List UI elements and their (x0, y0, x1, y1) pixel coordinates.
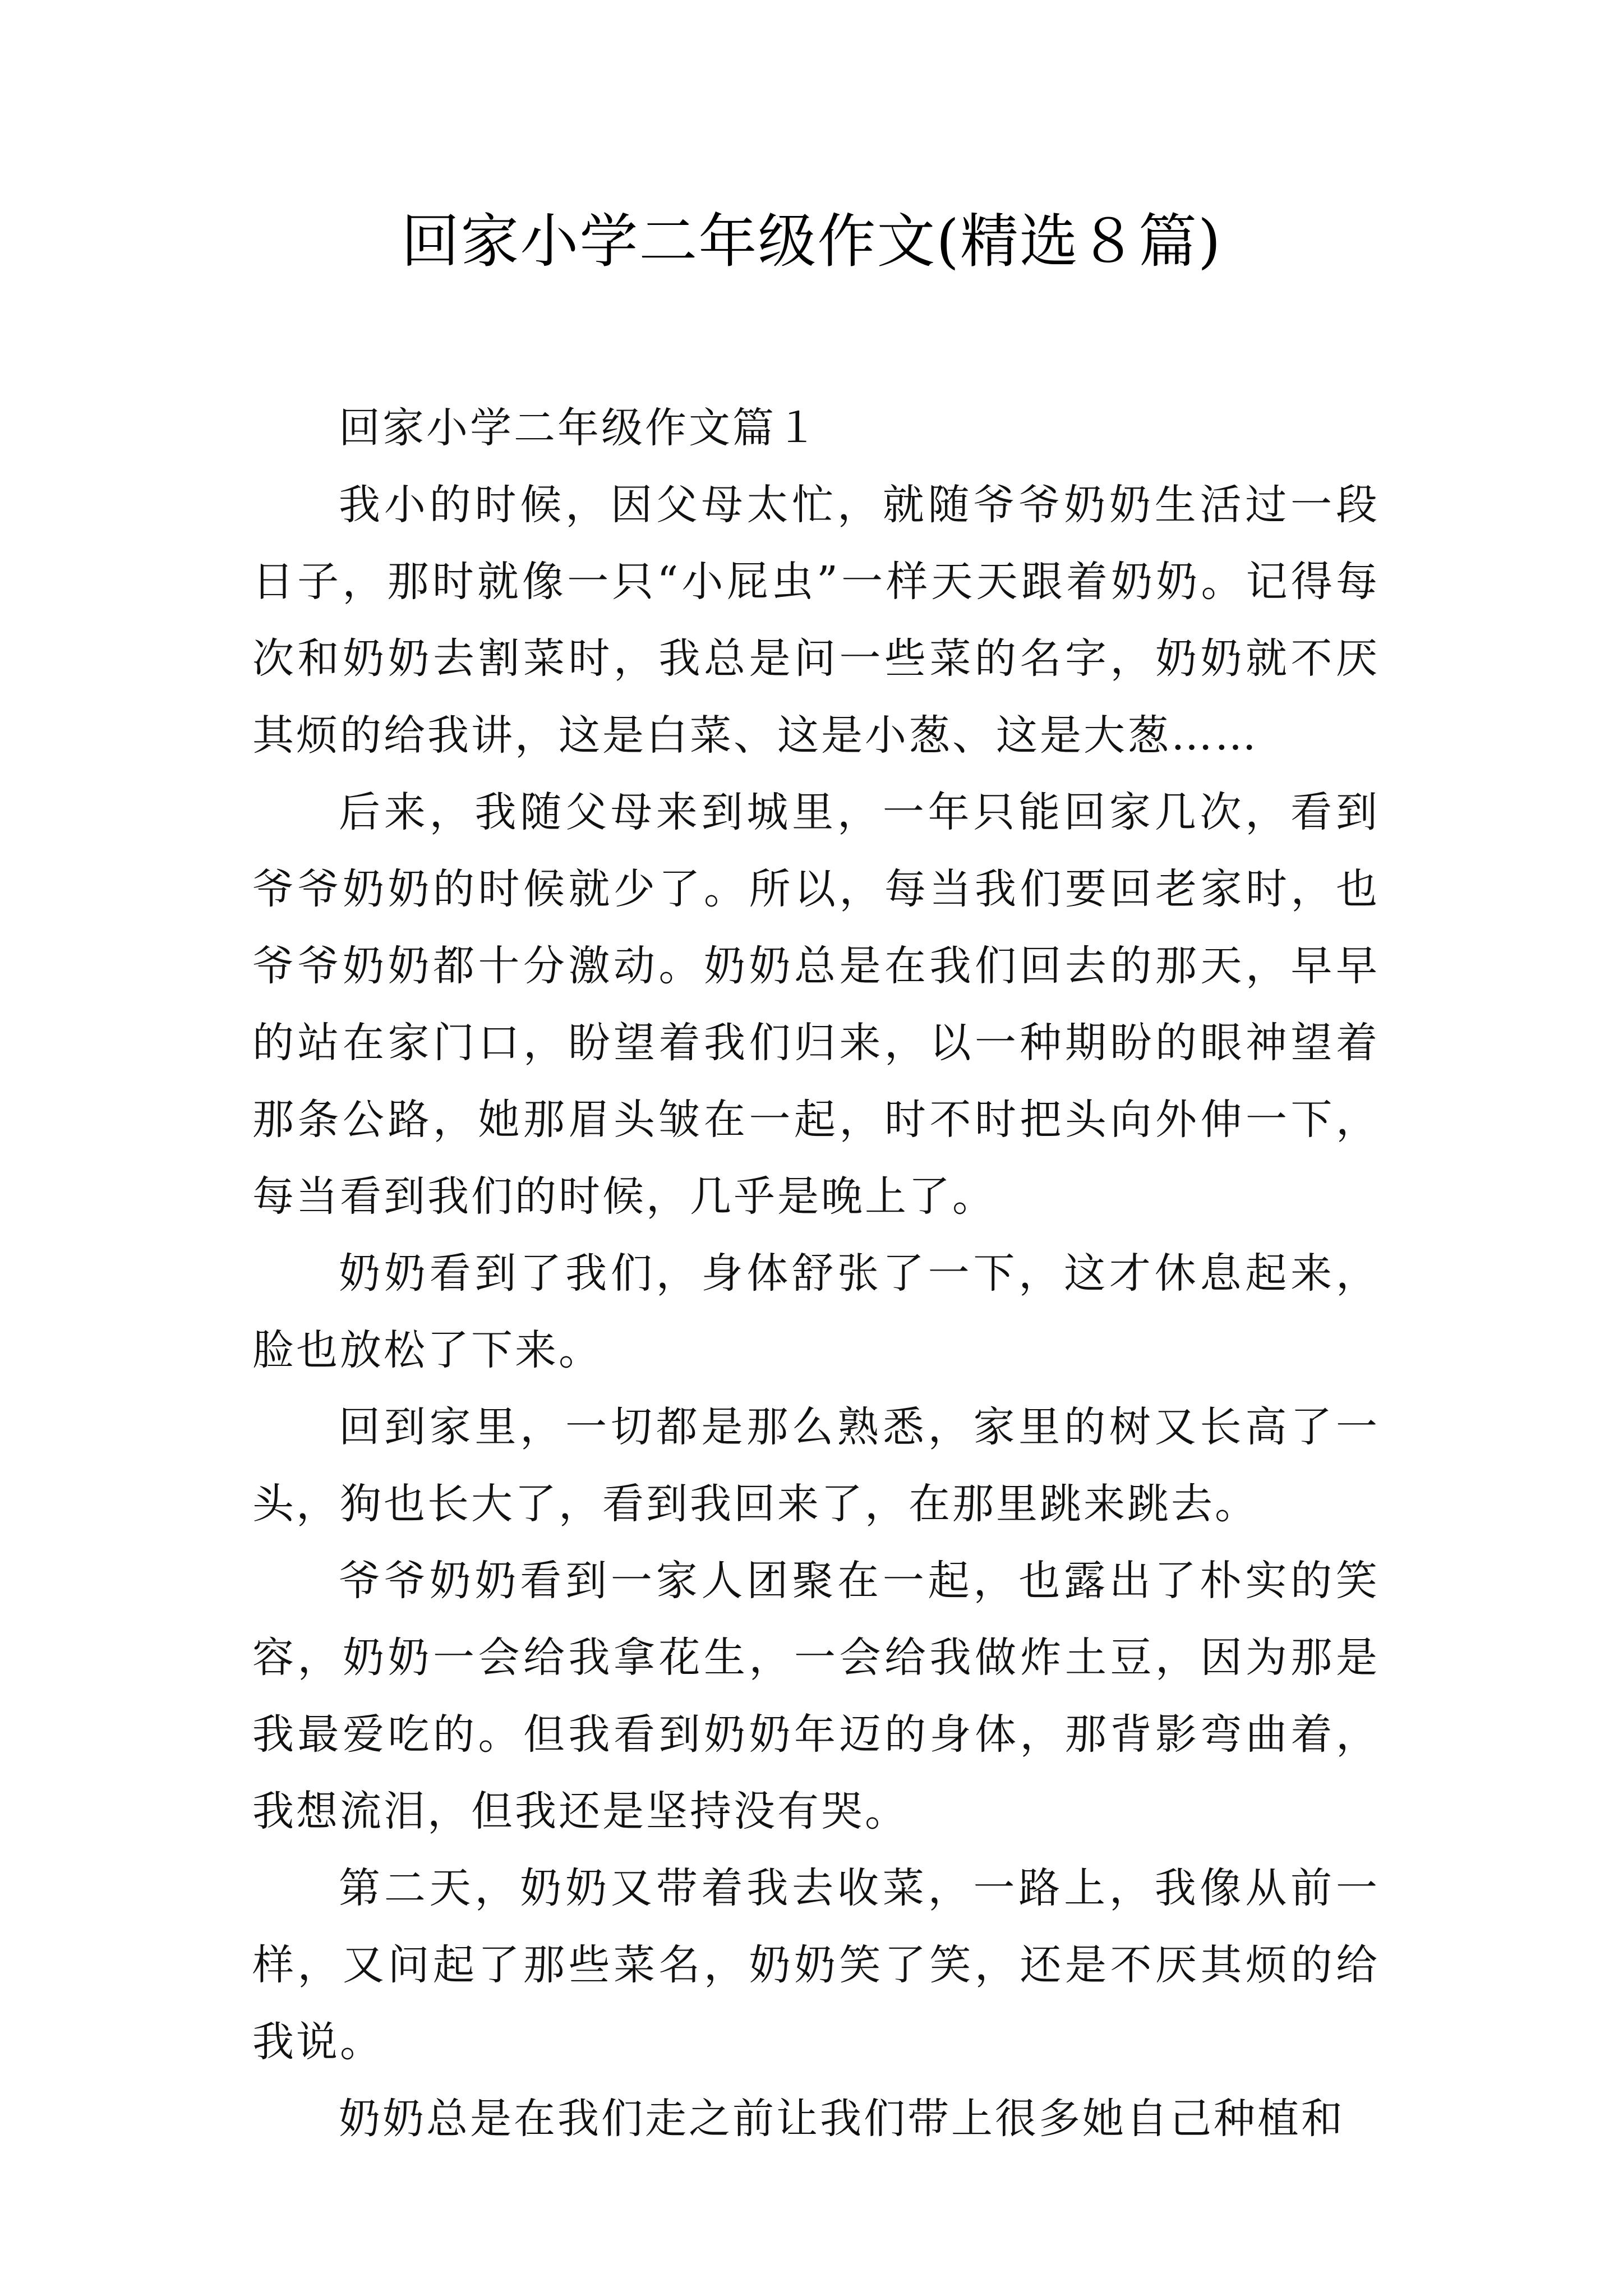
paragraph-4: 回到家里，一切都是那么熟悉，家里的树又长高了一头，狗也长大了，看到我回来了，在那里跳来跳去。 (252, 1403, 1380, 1528)
paragraph-6: 第二天，奶奶又带着我去收菜，一路上，我像从前一样，又问起了那些菜名，奶奶笑了笑，还是不厌其烦的给我说。 (252, 1864, 1380, 2066)
section-heading: 回家小学二年级作文篇１ (339, 404, 820, 452)
paragraph-1: 我小的时候，因父母太忙，就随爷爷奶奶生活过一段日子，那时就像一只“小屁虫”一样天天跟着奶奶。记得每次和奶奶去割菜时，我总是问一些菜的名字，奶奶就不厌其烦的给我讲，这是白菜、这是小葱、这是大葱…… (252, 481, 1380, 760)
paragraph-5: 爷爷奶奶看到一家人团聚在一起，也露出了朴实的笑容，奶奶一会给我拿花生，一会给我做炸土豆，因为那是我最爱吃的。但我看到奶奶年迈的身体，那背影弯曲着，我想流泪，但我还是坚持没有哭。 (252, 1557, 1380, 1835)
paragraph-3: 奶奶看到了我们，身体舒张了一下，这才休息起来，脸也放松了下来。 (252, 1249, 1380, 1374)
document-body (252, 390, 1380, 2157)
document-title: 回家小学二年级作文(精选８篇) (401, 207, 1222, 275)
paragraph-2: 后来，我随父母来到城里，一年只能回家几次，看到爷爷奶奶的时候就少了。所以，每当我们要回老家时，也爷爷奶奶都十分激动。奶奶总是在我们回去的那天，早早的站在家门口，盼望着我们归来，以一种期盼的眼神望着那条公路，她那眉头皱在一起，时不时把头向外伸一下，每当看到我们的时候，几乎是晚上了。 (252, 788, 1380, 1221)
paragraph-7: 奶奶总是在我们走之前让我们带上很多她自己种植和 (339, 2095, 1345, 2143)
